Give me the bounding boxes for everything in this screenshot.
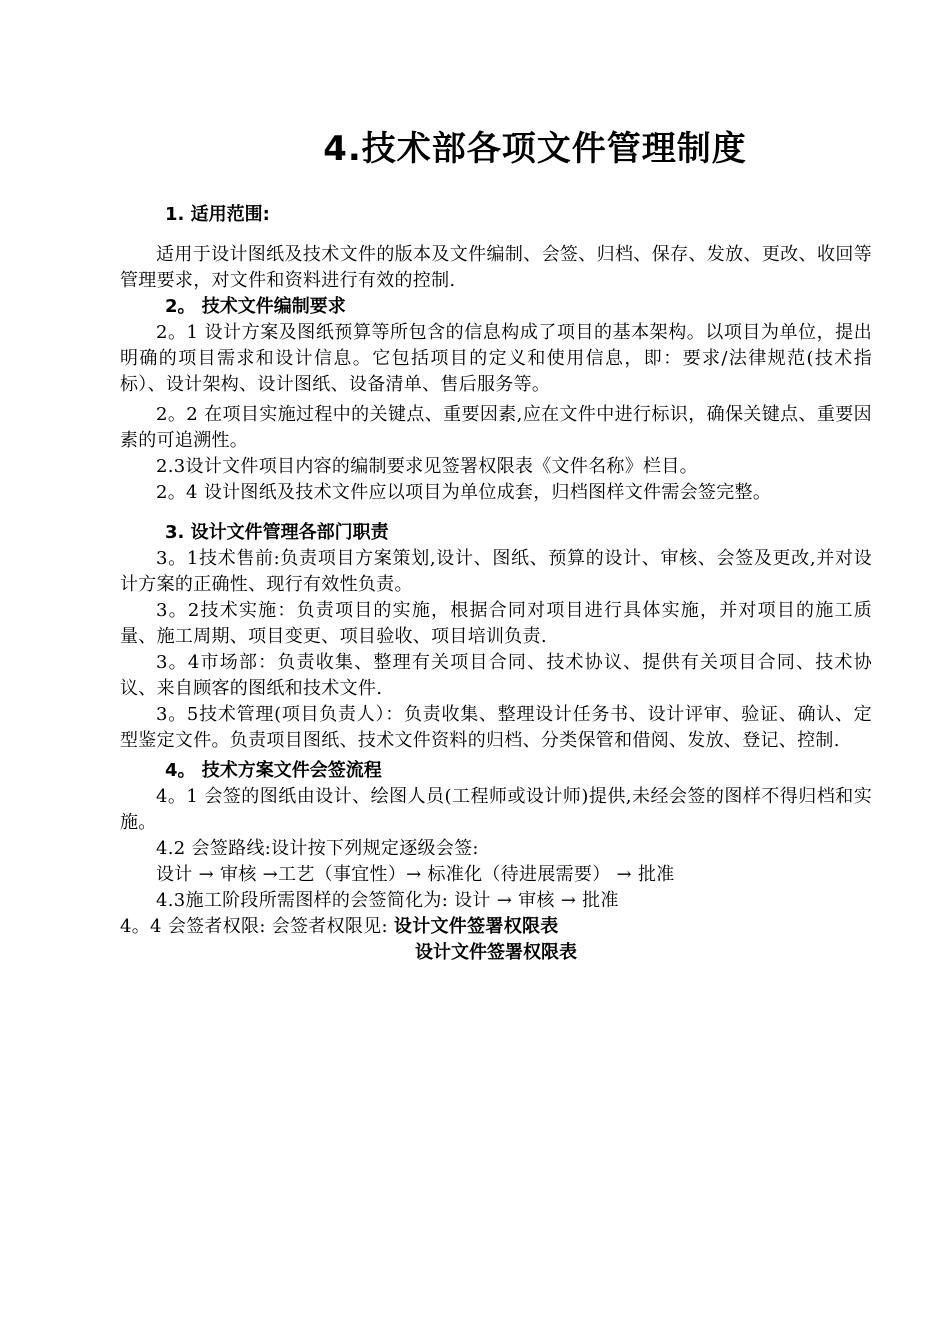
- signoff-route: 设计 → 审核 →工艺（事宜性）→ 标准化（待进展需要） → 批准: [156, 864, 675, 885]
- section-2-4-paragraph: 2。4 设计图纸及技术文件应以项目为单位成套，归档图样文件需会签完整。: [156, 482, 772, 503]
- section-1-heading: 1. 适用范围:: [165, 204, 270, 225]
- section-4-1-paragraph: 4。1 会签的图纸由设计、绘图人员(工程师或设计师)提供,未经会签的图样不得归档和实施。: [120, 786, 872, 833]
- document-body: [120, 202, 872, 966]
- section-4-3-paragraph: 4.3施工阶段所需图样的会签简化为: 设计 → 审核 → 批准: [156, 890, 619, 911]
- section-3-1-paragraph: 3。1技术售前:负责项目方案策划,设计、图纸、预算的设计、审核、会签及更改,并对设计方案的正确性、现行有效性负责。: [120, 548, 872, 595]
- section-2-heading: 2。 技术文件编制要求: [165, 296, 346, 317]
- section-2-3-paragraph: 2.3设计文件项目内容的编制要求见签署权限表《文件名称》栏目。: [156, 456, 698, 477]
- section-1-paragraph: 适用于设计图纸及技术文件的版本及文件编制、会签、归档、保存、发放、更改、收回等管理要求，对文件和资料进行有效的控制.: [120, 244, 872, 291]
- section-2-2-paragraph: 2。2 在项目实施过程中的关键点、重要因素,应在文件中进行标识，确保关键点、重要因素的可追溯性。: [120, 404, 872, 451]
- section-4-4-text: 4。4 会签者权限: 会签者权限见:: [120, 916, 394, 937]
- section-3-2-paragraph: 3。2技术实施：负责项目的实施，根据合同对项目进行具体实施，并对项目的施工质量、施工周期、项目变更、项目验收、项目培训负责.: [120, 600, 872, 647]
- section-4-heading: 4。 技术方案文件会签流程: [165, 760, 382, 781]
- section-2-1-paragraph: 2。1 设计方案及图纸预算等所包含的信息构成了项目的基本架构。以项目为单位，提出明确的项目需求和设计信息。它包括项目的定义和使用信息，即：要求/法律规范(技术指标）、设计架构、设计图纸、设备清单、售后服务等。: [120, 322, 872, 395]
- section-4-4-paragraph: [120, 914, 872, 940]
- section-4-2-paragraph: 4.2 会签路线:设计按下列规定逐级会签:: [156, 838, 479, 859]
- page-title: 4.技术部各项文件管理制度: [323, 129, 747, 169]
- authority-table-reference: 设计文件签署权限表: [393, 916, 559, 937]
- section-3-4-paragraph: 3。4市场部：负责收集、整理有关项目合同、技术协议、提供有关项目合同、技术协议、来自顾客的图纸和技术文件.: [120, 652, 872, 699]
- section-3-5-paragraph: 3。5技术管理(项目负责人）：负责收集、整理设计任务书、设计评审、验证、确认、定型鉴定文件。负责项目图纸、技术文件资料的归档、分类保管和借阅、发放、登记、控制.: [120, 704, 872, 751]
- section-3-heading: 3. 设计文件管理各部门职责: [165, 522, 389, 543]
- authority-table-title: 设计文件签署权限表: [415, 942, 577, 963]
